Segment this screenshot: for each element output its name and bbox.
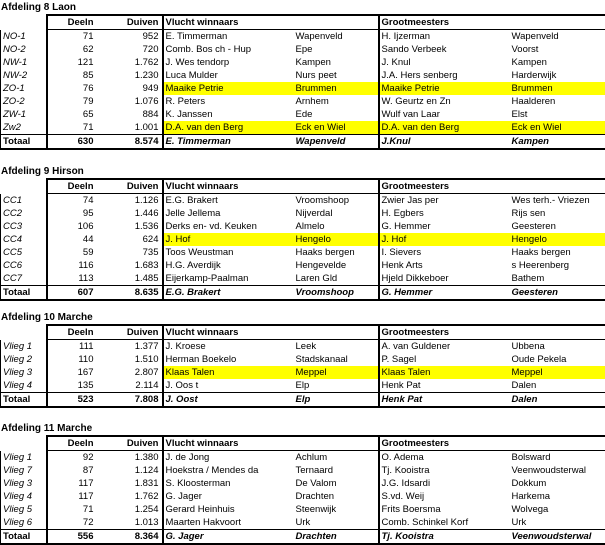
row-code: CC3 xyxy=(1,220,47,233)
grootmeester-name: G. Hemmer xyxy=(379,220,510,233)
row-deeln: 44 xyxy=(47,233,97,246)
table-row xyxy=(1,272,605,286)
header-grootmeesters: Grootmeesters xyxy=(379,325,510,340)
section-title: Afdeling 11 Marche xyxy=(1,423,92,435)
row-code: ZO-2 xyxy=(1,95,47,108)
vlucht-winnaar-name: Jelle Jellema xyxy=(163,207,294,220)
grootmeester-name: H. Egbers xyxy=(379,207,510,220)
vlucht-winnaar-name: G. Jager xyxy=(163,490,294,503)
header-vlucht-winnaars: Vlucht winnaars xyxy=(163,436,294,451)
row-duiven: 1.380 xyxy=(97,451,163,465)
grootmeester-place: Meppel xyxy=(510,366,605,379)
row-deeln: 65 xyxy=(47,108,97,121)
row-deeln: 117 xyxy=(47,490,97,503)
vlucht-winnaar-name: J. Hof xyxy=(163,233,294,246)
grootmeester-name: Sando Verbeek xyxy=(379,43,510,56)
header-duiven: Duiven xyxy=(97,325,163,340)
vlucht-winnaar-name: Derks en- vd. Keuken xyxy=(163,220,294,233)
row-deeln: 71 xyxy=(47,121,97,135)
row-code: Vlieg 3 xyxy=(1,366,47,379)
grootmeester-name: W. Geurtz en Zn xyxy=(379,95,510,108)
grootmeester-name: S.vd. Weij xyxy=(379,490,510,503)
row-deeln: 59 xyxy=(47,246,97,259)
row-code: CC2 xyxy=(1,207,47,220)
grootmeester-place: Haalderen xyxy=(510,95,605,108)
table-row xyxy=(1,121,605,135)
row-duiven: 2.807 xyxy=(97,366,163,379)
grootmeester-place: Wes terh.- Vriezen xyxy=(510,194,605,208)
header-grootmeesters: Grootmeesters xyxy=(379,15,510,30)
vlucht-winnaar-name: E. Timmerman xyxy=(163,30,294,44)
vlucht-winnaar-place: Hengelo xyxy=(294,233,379,246)
vlucht-winnaar-name: Luca Mulder xyxy=(163,69,294,82)
total-grootmeester-place: Dalen xyxy=(510,393,605,408)
total-vlucht-winnaar-place: Drachten xyxy=(294,530,379,545)
row-duiven: 1.446 xyxy=(97,207,163,220)
vlucht-winnaar-place: Wapenveld xyxy=(294,30,379,44)
header-blank xyxy=(1,179,47,194)
grootmeester-name: I. Sievers xyxy=(379,246,510,259)
row-code: CC5 xyxy=(1,246,47,259)
vlucht-winnaar-place: Brummen xyxy=(294,82,379,95)
row-code: Zw2 xyxy=(1,121,47,135)
header-deeln: Deeln xyxy=(47,179,97,194)
grootmeester-place: Bolsward xyxy=(510,451,605,465)
row-deeln: 116 xyxy=(47,259,97,272)
row-deeln: 85 xyxy=(47,69,97,82)
header-vlucht-winnaars: Vlucht winnaars xyxy=(163,15,294,30)
total-label: Totaal xyxy=(1,393,47,408)
grootmeester-name: Maaike Petrie xyxy=(379,82,510,95)
grootmeester-name: D.A. van den Berg xyxy=(379,121,510,135)
row-duiven: 2.114 xyxy=(97,379,163,393)
vlucht-winnaar-place: Haaks bergen xyxy=(294,246,379,259)
vlucht-winnaar-place: Ternaard xyxy=(294,464,379,477)
vlucht-winnaar-place: Achlum xyxy=(294,451,379,465)
table-row xyxy=(1,503,605,516)
total-vlucht-winnaar-name: E. Timmerman xyxy=(163,135,294,150)
section-table xyxy=(0,14,605,150)
total-row xyxy=(1,530,605,545)
total-row xyxy=(1,135,605,150)
total-row xyxy=(1,393,605,408)
row-duiven: 1.254 xyxy=(97,503,163,516)
header-duiven: Duiven xyxy=(97,436,163,451)
table-row xyxy=(1,246,605,259)
header-row xyxy=(1,325,605,340)
table-row xyxy=(1,233,605,246)
total-label: Totaal xyxy=(1,135,47,150)
vlucht-winnaar-name: J. Kroese xyxy=(163,340,294,354)
total-deeln: 607 xyxy=(47,286,97,301)
vlucht-winnaar-name: Herman Boekelo xyxy=(163,353,294,366)
vlucht-winnaar-name: E.G. Brakert xyxy=(163,194,294,208)
grootmeester-name: J.A. Hers senberg xyxy=(379,69,510,82)
row-deeln: 117 xyxy=(47,477,97,490)
section-table xyxy=(0,435,605,545)
row-code: CC6 xyxy=(1,259,47,272)
total-duiven: 8.574 xyxy=(97,135,163,150)
row-code: Vlieg 6 xyxy=(1,516,47,530)
header-grootmeesters: Grootmeesters xyxy=(379,436,510,451)
vlucht-winnaar-place: Stadskanaal xyxy=(294,353,379,366)
row-code: Vlieg 2 xyxy=(1,353,47,366)
vlucht-winnaar-place: Arnhem xyxy=(294,95,379,108)
grootmeester-place: Wolvega xyxy=(510,503,605,516)
row-duiven: 1.013 xyxy=(97,516,163,530)
row-code: Vlieg 1 xyxy=(1,451,47,465)
total-vlucht-winnaar-place: Wapenveld xyxy=(294,135,379,150)
header-blank xyxy=(294,325,379,340)
grootmeester-place: Haaks bergen xyxy=(510,246,605,259)
vlucht-winnaar-name: Eijerkamp-Paalman xyxy=(163,272,294,286)
grootmeester-place: Voorst xyxy=(510,43,605,56)
vlucht-winnaar-place: Urk xyxy=(294,516,379,530)
total-vlucht-winnaar-place: Vroomshoop xyxy=(294,286,379,301)
grootmeester-place: Veenwoudsterwal xyxy=(510,464,605,477)
total-vlucht-winnaar-place: Elp xyxy=(294,393,379,408)
table-row xyxy=(1,108,605,121)
vlucht-winnaar-name: J. Oos t xyxy=(163,379,294,393)
section-title: Afdeling 9 Hirson xyxy=(1,166,84,178)
row-code: Vlieg 3 xyxy=(1,477,47,490)
row-duiven: 884 xyxy=(97,108,163,121)
row-duiven: 949 xyxy=(97,82,163,95)
vlucht-winnaar-name: J. Wes tendorp xyxy=(163,56,294,69)
header-blank xyxy=(510,325,605,340)
grootmeester-place: Bathem xyxy=(510,272,605,286)
header-blank xyxy=(510,15,605,30)
grootmeester-name: O. Adema xyxy=(379,451,510,465)
row-code: NW-1 xyxy=(1,56,47,69)
row-duiven: 1.001 xyxy=(97,121,163,135)
grootmeester-name: J.G. Idsardi xyxy=(379,477,510,490)
row-code: ZW-1 xyxy=(1,108,47,121)
vlucht-winnaar-name: Gerard Heinhuis xyxy=(163,503,294,516)
row-duiven: 720 xyxy=(97,43,163,56)
total-grootmeester-name: J.Knul xyxy=(379,135,510,150)
row-deeln: 62 xyxy=(47,43,97,56)
header-deeln: Deeln xyxy=(47,15,97,30)
table-row xyxy=(1,366,605,379)
row-duiven: 1.126 xyxy=(97,194,163,208)
table-row xyxy=(1,379,605,393)
vlucht-winnaar-name: Maaike Petrie xyxy=(163,82,294,95)
table-row xyxy=(1,220,605,233)
header-blank xyxy=(1,436,47,451)
grootmeester-name: Frits Boersma xyxy=(379,503,510,516)
table-row xyxy=(1,451,605,465)
row-deeln: 113 xyxy=(47,272,97,286)
grootmeester-place: Elst xyxy=(510,108,605,121)
grootmeester-name: A. van Guldener xyxy=(379,340,510,354)
header-blank xyxy=(294,436,379,451)
vlucht-winnaar-name: D.A. van den Berg xyxy=(163,121,294,135)
vlucht-winnaar-name: J. de Jong xyxy=(163,451,294,465)
row-code: Vlieg 7 xyxy=(1,464,47,477)
row-deeln: 92 xyxy=(47,451,97,465)
row-deeln: 71 xyxy=(47,503,97,516)
total-vlucht-winnaar-name: J. Oost xyxy=(163,393,294,408)
table-row xyxy=(1,95,605,108)
row-duiven: 1.510 xyxy=(97,353,163,366)
header-duiven: Duiven xyxy=(97,15,163,30)
vlucht-winnaar-place: Steenwijk xyxy=(294,503,379,516)
grootmeester-name: P. Sagel xyxy=(379,353,510,366)
vlucht-winnaar-name: Hoekstra / Mendes da xyxy=(163,464,294,477)
row-duiven: 1.124 xyxy=(97,464,163,477)
vlucht-winnaar-place: Eck en Wiel xyxy=(294,121,379,135)
header-blank xyxy=(294,15,379,30)
row-deeln: 121 xyxy=(47,56,97,69)
row-deeln: 76 xyxy=(47,82,97,95)
row-duiven: 1.536 xyxy=(97,220,163,233)
row-deeln: 95 xyxy=(47,207,97,220)
header-blank xyxy=(1,15,47,30)
grootmeester-name: Wulf van Laar xyxy=(379,108,510,121)
total-grootmeester-place: Geesteren xyxy=(510,286,605,301)
header-duiven: Duiven xyxy=(97,179,163,194)
header-blank xyxy=(510,179,605,194)
vlucht-winnaar-name: Comb. Bos ch - Hup xyxy=(163,43,294,56)
table-row xyxy=(1,30,605,44)
section-title: Afdeling 8 Laon xyxy=(1,2,76,14)
table-row xyxy=(1,353,605,366)
row-code: NO-2 xyxy=(1,43,47,56)
table-row xyxy=(1,82,605,95)
vlucht-winnaar-name: Klaas Talen xyxy=(163,366,294,379)
row-deeln: 110 xyxy=(47,353,97,366)
vlucht-winnaar-place: Vroomshoop xyxy=(294,194,379,208)
vlucht-winnaar-place: Nijverdal xyxy=(294,207,379,220)
row-code: CC1 xyxy=(1,194,47,208)
table-row xyxy=(1,43,605,56)
header-row xyxy=(1,436,605,451)
total-vlucht-winnaar-name: E.G. Brakert xyxy=(163,286,294,301)
grootmeester-place: Hengelo xyxy=(510,233,605,246)
row-duiven: 1.485 xyxy=(97,272,163,286)
total-row xyxy=(1,286,605,301)
row-duiven: 1.831 xyxy=(97,477,163,490)
row-duiven: 952 xyxy=(97,30,163,44)
grootmeester-name: Zwier Jas per xyxy=(379,194,510,208)
vlucht-winnaar-name: Toos Weustman xyxy=(163,246,294,259)
vlucht-winnaar-place: Hengevelde xyxy=(294,259,379,272)
header-vlucht-winnaars: Vlucht winnaars xyxy=(163,325,294,340)
total-deeln: 523 xyxy=(47,393,97,408)
row-code: Vlieg 4 xyxy=(1,379,47,393)
grootmeester-place: Harkema xyxy=(510,490,605,503)
vlucht-winnaar-name: H.G. Averdijk xyxy=(163,259,294,272)
row-code: CC4 xyxy=(1,233,47,246)
grootmeester-place: Ubbena xyxy=(510,340,605,354)
vlucht-winnaar-name: K. Janssen xyxy=(163,108,294,121)
vlucht-winnaar-place: Leek xyxy=(294,340,379,354)
row-deeln: 167 xyxy=(47,366,97,379)
header-vlucht-winnaars: Vlucht winnaars xyxy=(163,179,294,194)
row-duiven: 735 xyxy=(97,246,163,259)
table-row xyxy=(1,340,605,354)
grootmeester-place: Urk xyxy=(510,516,605,530)
total-duiven: 8.635 xyxy=(97,286,163,301)
grootmeester-name: J. Hof xyxy=(379,233,510,246)
table-row xyxy=(1,464,605,477)
row-deeln: 111 xyxy=(47,340,97,354)
vlucht-winnaar-place: Almelo xyxy=(294,220,379,233)
header-row xyxy=(1,15,605,30)
grootmeester-place: Oude Pekela xyxy=(510,353,605,366)
total-label: Totaal xyxy=(1,530,47,545)
section-table xyxy=(0,324,605,408)
grootmeester-name: J. Knul xyxy=(379,56,510,69)
total-grootmeester-name: G. Hemmer xyxy=(379,286,510,301)
vlucht-winnaar-place: Kampen xyxy=(294,56,379,69)
row-duiven: 1.762 xyxy=(97,490,163,503)
row-code: Vlieg 5 xyxy=(1,503,47,516)
vlucht-winnaar-name: Maarten Hakvoort xyxy=(163,516,294,530)
section-table xyxy=(0,178,605,301)
total-deeln: 556 xyxy=(47,530,97,545)
grootmeester-place: Wapenveld xyxy=(510,30,605,44)
total-deeln: 630 xyxy=(47,135,97,150)
grootmeester-name: H. Ijzerman xyxy=(379,30,510,44)
row-code: NO-1 xyxy=(1,30,47,44)
table-row xyxy=(1,477,605,490)
vlucht-winnaar-name: S. Kloosterman xyxy=(163,477,294,490)
grootmeester-name: Klaas Talen xyxy=(379,366,510,379)
grootmeester-place: Dalen xyxy=(510,379,605,393)
row-duiven: 1.683 xyxy=(97,259,163,272)
vlucht-winnaar-name: R. Peters xyxy=(163,95,294,108)
header-grootmeesters: Grootmeesters xyxy=(379,179,510,194)
header-blank xyxy=(1,325,47,340)
row-deeln: 135 xyxy=(47,379,97,393)
grootmeester-place: Harderwijk xyxy=(510,69,605,82)
row-duiven: 1.377 xyxy=(97,340,163,354)
vlucht-winnaar-place: Nurs peet xyxy=(294,69,379,82)
row-duiven: 624 xyxy=(97,233,163,246)
row-code: Vlieg 1 xyxy=(1,340,47,354)
vlucht-winnaar-place: Laren Gld xyxy=(294,272,379,286)
grootmeester-place: Kampen xyxy=(510,56,605,69)
header-deeln: Deeln xyxy=(47,325,97,340)
row-code: CC7 xyxy=(1,272,47,286)
total-grootmeester-place: Kampen xyxy=(510,135,605,150)
vlucht-winnaar-place: Ede xyxy=(294,108,379,121)
total-duiven: 7.808 xyxy=(97,393,163,408)
header-row xyxy=(1,179,605,194)
vlucht-winnaar-place: Epe xyxy=(294,43,379,56)
grootmeester-place: s Heerenberg xyxy=(510,259,605,272)
row-code: NW-2 xyxy=(1,69,47,82)
header-deeln: Deeln xyxy=(47,436,97,451)
grootmeester-name: Hjeld Dikkeboer xyxy=(379,272,510,286)
row-deeln: 74 xyxy=(47,194,97,208)
table-row xyxy=(1,207,605,220)
row-code: ZO-1 xyxy=(1,82,47,95)
grootmeester-name: Henk Pat xyxy=(379,379,510,393)
table-row xyxy=(1,259,605,272)
total-label: Totaal xyxy=(1,286,47,301)
table-row xyxy=(1,194,605,208)
row-deeln: 106 xyxy=(47,220,97,233)
grootmeester-name: Comb. Schinkel Korf xyxy=(379,516,510,530)
total-duiven: 8.364 xyxy=(97,530,163,545)
row-deeln: 71 xyxy=(47,30,97,44)
table-row xyxy=(1,490,605,503)
vlucht-winnaar-place: Meppel xyxy=(294,366,379,379)
grootmeester-name: Henk Arts xyxy=(379,259,510,272)
total-grootmeester-name: Tj. Kooistra xyxy=(379,530,510,545)
row-code: Vlieg 4 xyxy=(1,490,47,503)
grootmeester-name: Tj. Kooistra xyxy=(379,464,510,477)
header-blank xyxy=(510,436,605,451)
grootmeester-place: Dokkum xyxy=(510,477,605,490)
total-grootmeester-name: Henk Pat xyxy=(379,393,510,408)
vlucht-winnaar-place: Drachten xyxy=(294,490,379,503)
grootmeester-place: Eck en Wiel xyxy=(510,121,605,135)
total-grootmeester-place: Veenwoudsterwal xyxy=(510,530,605,545)
total-vlucht-winnaar-name: G. Jager xyxy=(163,530,294,545)
grootmeester-place: Geesteren xyxy=(510,220,605,233)
row-deeln: 87 xyxy=(47,464,97,477)
table-row xyxy=(1,69,605,82)
table-row xyxy=(1,56,605,69)
row-duiven: 1.076 xyxy=(97,95,163,108)
row-deeln: 72 xyxy=(47,516,97,530)
row-duiven: 1.762 xyxy=(97,56,163,69)
header-blank xyxy=(294,179,379,194)
vlucht-winnaar-place: Elp xyxy=(294,379,379,393)
grootmeester-place: Rijs sen xyxy=(510,207,605,220)
grootmeester-place: Brummen xyxy=(510,82,605,95)
table-row xyxy=(1,516,605,530)
vlucht-winnaar-place: De Valom xyxy=(294,477,379,490)
section-title: Afdeling 10 Marche xyxy=(1,312,93,324)
row-duiven: 1.230 xyxy=(97,69,163,82)
row-deeln: 79 xyxy=(47,95,97,108)
